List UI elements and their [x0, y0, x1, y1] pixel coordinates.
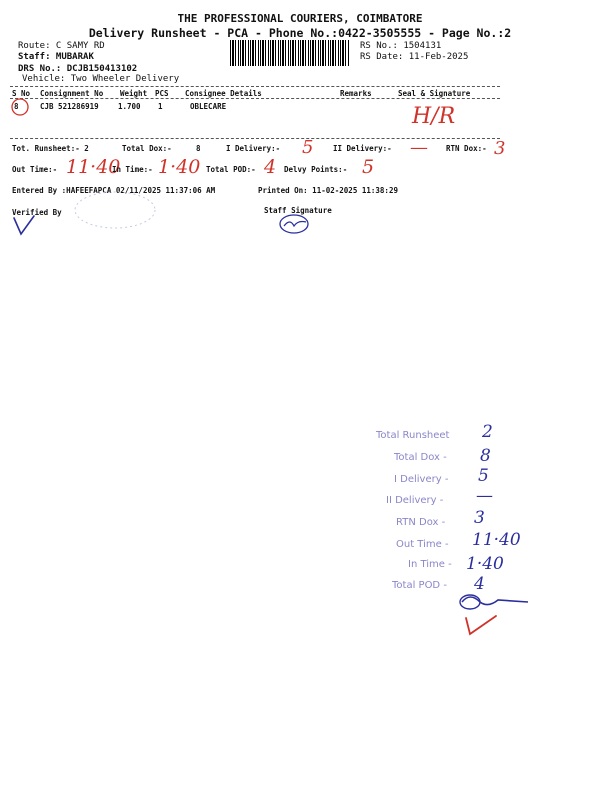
stamp-value-ii-delivery: —	[476, 486, 493, 506]
delvy-points-value: 5	[362, 156, 375, 178]
company-title: THE PROFESSIONAL COURIERS, COIMBATORE	[177, 12, 423, 25]
rtn-dox-label: RTN Dox:-	[446, 144, 487, 153]
stamp-label-out-time: Out Time -	[396, 539, 449, 550]
runsheet-subtitle: Delivery Runsheet - PCA - Phone No.:0422-3505555 - Page No.:2	[88, 26, 512, 40]
stamp-label-runsheet: Total Runsheet	[376, 430, 450, 441]
row-seal-handwriting: H/R	[412, 104, 456, 129]
rs-date: RS Date: 11-Feb-2025	[360, 52, 469, 62]
printed-on: Printed On: 11-02-2025 11:38:29	[258, 186, 398, 195]
table-top-rule	[10, 86, 500, 87]
delvy-points-label: Delvy Points:-	[284, 165, 348, 174]
in-time-value: 1·40	[158, 156, 201, 178]
col-consignment: Consignment No	[40, 89, 104, 98]
verified-signature	[12, 214, 36, 236]
i-delivery-label: I Delivery:-	[226, 144, 281, 153]
stamp-value-in-time: 1·40	[466, 554, 504, 574]
rs-number: RS No.: 1504131	[360, 41, 442, 51]
stamp-value-total-pod: 4	[474, 574, 485, 594]
rtn-dox-value: 3	[494, 138, 506, 159]
row-pcs: 1	[158, 102, 163, 111]
col-pcs: PCS	[155, 89, 169, 98]
stamp-value-out-time: 11·40	[472, 530, 521, 550]
stamp-label-i-delivery: I Delivery -	[394, 474, 449, 485]
row-sno: 8	[14, 102, 19, 111]
col-sno: S No	[12, 89, 31, 98]
col-weight: Weight	[120, 89, 148, 98]
stamp-value-runsheet: 2	[482, 422, 493, 442]
stamp-value-rtn-dox: 3	[474, 508, 485, 528]
route-text: Route: C SAMY RD	[18, 41, 105, 51]
i-delivery-value: 5	[302, 137, 314, 158]
total-dox-value: 8	[196, 144, 201, 153]
col-remarks: Remarks	[340, 89, 372, 98]
stamp-value-total-dox: 8	[480, 446, 491, 466]
entered-by: Entered By :HAFEEFAPCA 02/11/2025 11:37:06 AM	[12, 186, 216, 195]
stamp-label-in-time: In Time -	[408, 559, 452, 570]
ii-delivery-value: —	[410, 137, 428, 158]
verified-by-label: Verified By	[12, 208, 62, 217]
sno-circle-mark	[9, 97, 31, 117]
in-time-label: In Time:-	[112, 165, 153, 174]
row-weight: 1.700	[118, 102, 141, 111]
vehicle-text: Vehicle: Two Wheeler Delivery	[22, 74, 180, 84]
total-dox-label: Total Dox:-	[122, 144, 172, 153]
table-header-rule	[10, 98, 500, 99]
stamp-label-ii-delivery: II Delivery -	[386, 495, 444, 506]
drs-number: DRS No.: DCJB150413102	[18, 64, 138, 74]
staff-signature	[276, 212, 316, 236]
stamp-signatures	[440, 590, 530, 638]
col-consignee: Consignee Details	[185, 89, 262, 98]
row-consignment: CJB 521286919	[40, 102, 99, 111]
ii-delivery-label: II Delivery:-	[333, 144, 392, 153]
staff-text: Staff: MUBARAK	[18, 52, 94, 62]
staff-signature-label: Staff Signature	[264, 206, 332, 215]
barcode	[230, 40, 350, 66]
out-time-value: 11·40	[66, 156, 121, 178]
col-seal: Seal & Signature	[398, 89, 471, 98]
stamp-label-total-dox: Total Dox -	[394, 452, 447, 463]
stamp-label-total-pod: Total POD -	[392, 580, 447, 591]
tot-runsheet: Tot. Runsheet:- 2	[12, 144, 89, 153]
total-pod-value: 4	[264, 156, 277, 178]
stamp-value-i-delivery: 5	[478, 466, 489, 486]
out-time-label: Out Time:-	[12, 165, 58, 174]
total-pod-label: Total POD:-	[206, 165, 256, 174]
stamp-label-rtn-dox: RTN Dox -	[396, 517, 446, 528]
faint-seal-mark	[70, 188, 160, 232]
row-consignee: OBLECARE	[190, 102, 227, 111]
